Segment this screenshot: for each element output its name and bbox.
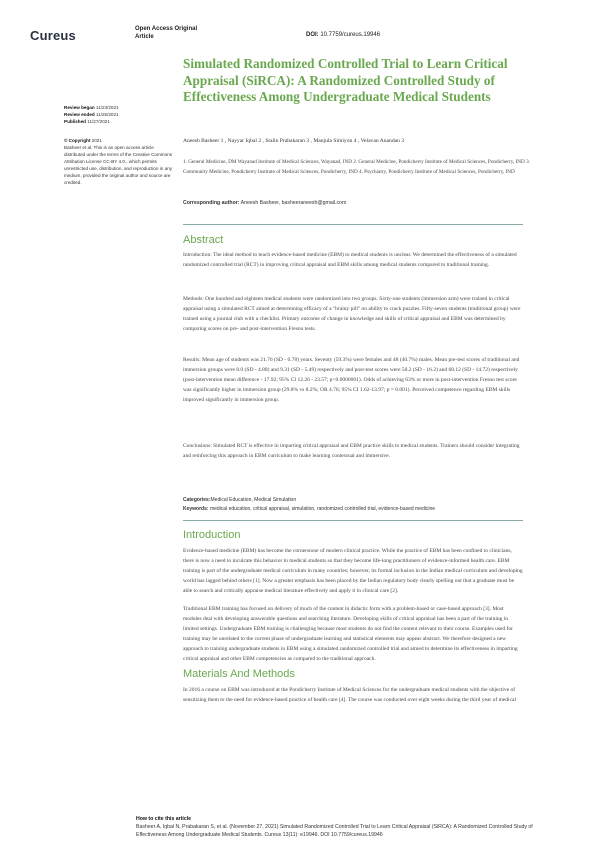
abstract-heading: Abstract [183,234,224,246]
abstract-methods: Methods: One hundred and eighteen medical students were randomized into two groups. Sixty-one students (immersion arm) were trained in critical appraisal using a simulated RCT aimed at determining efficacy of a "brainy pill" on ability to crack puzzles. Fifty-seven students (traditional group) were trained using a journal club with a checklist. Primary outcome of change in knowledge and skills of critical appraisal and EBM was determined by comparing scores on pre- and post-intervention Fresno tests. [183,296,521,332]
methods-paragraph-1: In 2016 a course on EBM was introduced at the Pondicherry Institute of Medical Sciences for the undergraduate medical students with the objective of sensitizing them to the need for evidence-based practice of health care [4]. The course was conducted over eight weeks during the third year of medical [183,687,516,703]
article-title: Simulated Randomized Controlled Trial to Learn Critical Appraisal (SiRCA): A Randomized Controlled Study of Effectiveness Among Undergraduate Medical Students [183,56,508,104]
article-type [135,25,197,41]
author-list: Aneesh Basheer 1 , Nayyar Iqbal 2 , Stalin Prabakaran 3 , Manjula Simiyon 4 , Velavan Anandan 3 [183,138,405,144]
license-text: Basheer et al. This is an open access article distributed under the terms of the Creative Commons Attribution License CC-BY 4.0., which permits unrestricted use, distribution, and reproduction in any medium, provided the original author and source are credited. [64,145,173,185]
introduction-divider [183,520,523,521]
cureus-logo: Cureus [30,28,76,43]
copyright-year: 2021 [91,138,102,143]
review-ended-label: Review ended [64,112,95,117]
abstract-results: Results: Mean age of students was 21.76 (SD - 0.78) years. Seventy (59.3%) were females and 48 (40.7%) males. Mean pre-test scores of traditional and immersion groups were 8.0 (SD - 4.88) and 9.31 (SD - 5.49) respectively and post-test scores were 50.2 (SD - 16.2) and 68.12 (SD - 14.72) respectively (post-intervention mean difference - 17.92; 95% CI 12.26 - 23.57; p<0.0000001). Odds of achieving 63% or more in post-intervention Fresno test score was significantly higher in immersion group (29.8% vs 8.2%; OR 4.76; 95% CI 1.62-13.97; p = 0.001). Perceived competence regarding EBM skills improved significantly in immersion group. [183,357,520,403]
abstract-conclusions: Conclusions: Simulated RCT is effective in imparting critical appraisal and EBM practice skills to medical students. Trainers should consider integrating and reinforcing this approach in EBM curriculum to make learning contextual and immersive. [183,443,520,459]
abstract-divider [183,224,523,225]
doi-link[interactable]: 10.7759/cureus.19946 [320,32,381,38]
how-to-cite-heading: How to cite this article [136,816,192,822]
keywords-value: medical education, critical appraisal, simulation, randomized controlled trial, evidence-based medicine [209,506,436,512]
review-ended-date: 11/26/2021 [95,112,119,117]
article-type-line2: Article [135,34,154,40]
abstract-introduction: Introduction: The ideal method to teach evidence-based medicine (EBM) to medical students is unclear. We determined the effectiveness of a simulated randomized controlled trial (RCT) in improving critical appraisal and EBM skills among medical students compared to traditional training. [183,252,517,268]
corresponding-value[interactable]: Aneesh Basheer, basheeraneesh@gmail.com [240,200,347,206]
categories-value: Medical Education, Medical Simulation [210,497,297,503]
introduction-paragraph-1: Evidence-based medicine (EBM) has become the cornerstone of modern clinical practice. While the practice of EBM has been confined to clinicians, there is now a need to inculcate this behavior in medical students so that they become life-long practitioners of evidence-informed health care. EBM training is part of the undergraduate medical curriculum in many countries; however, its formal inclusion in the Indian medical curriculum and developing world has lagged behind others [1]. Now a greater emphasis has been placed by the Indian regulatory body clearly spelling out that a graduate must be able to search and critically appraise medical literature effectively and apply it in clinical care [2]. [183,548,523,594]
introduction-paragraph-2: Traditional EBM training has focused on delivery of much of the content in didactic form with a problem-based or case-based approach [3]. Most modules deal with developing answerable questions and searching literature. Developing skills of critical appraisal has been a part of the training in limited settings. Undergraduate EBM training is challenging because most students do not find the content relevant to their course. Examples used for training may be unrelated to the current phase of undergraduate learning and statistical elements may appear abstract. We therefore designed a new approach to training undergraduate students in EBM using a simulated randomized controlled trial and aimed to determine its effectiveness in imparting critical appraisal and other EBM competencies as compared to the traditional approach. [183,606,518,662]
methods-heading: Materials And Methods [183,668,295,680]
introduction-heading: Introduction [183,529,241,541]
review-dates [64,104,174,125]
review-began-label: Review began [64,105,95,110]
review-began-date: 11/23/2021 [95,105,119,110]
copyright-label: © Copyright [64,138,91,143]
article-type-line1: Open Access Original [135,26,198,32]
keywords [183,506,435,512]
keywords-label: Keywords: [183,506,209,512]
corresponding-author [183,200,346,206]
categories-label: Categories: [183,497,211,503]
copyright-block [64,137,174,186]
affiliations: 1. General Medicine, DM Wayanad Institute of Medical Sciences, Wayanad, IND 2. General Medicine, Pondicherry Institute of Medical Sciences, Pondicherry, IND 3. Community Medicine, Pondicherry Institute of Medical Sciences, Pondicherry, IND 4. Psychiatry, Pondicherry Institute of Medical Sciences, Pondicherry, IND [183,159,530,175]
published-label: Published [64,119,86,124]
categories [183,497,296,503]
doi-label: DOI: [306,32,319,38]
published-date: 11/27/2021 [87,119,110,124]
doi [306,32,380,38]
citation-text: Basheer A, Iqbal N, Prabakaran S, et al. (November 27, 2021) Simulated Randomized Controlled Trial to Learn Critical Appraisal (SiRCA): A Randomized Controlled Study of Effectiveness Among Undergraduate Medical Students. Cureus 13(11): e19946. DOI 10.7759/cureus.19946 [136,824,533,838]
corresponding-label: Corresponding author: [183,200,240,206]
